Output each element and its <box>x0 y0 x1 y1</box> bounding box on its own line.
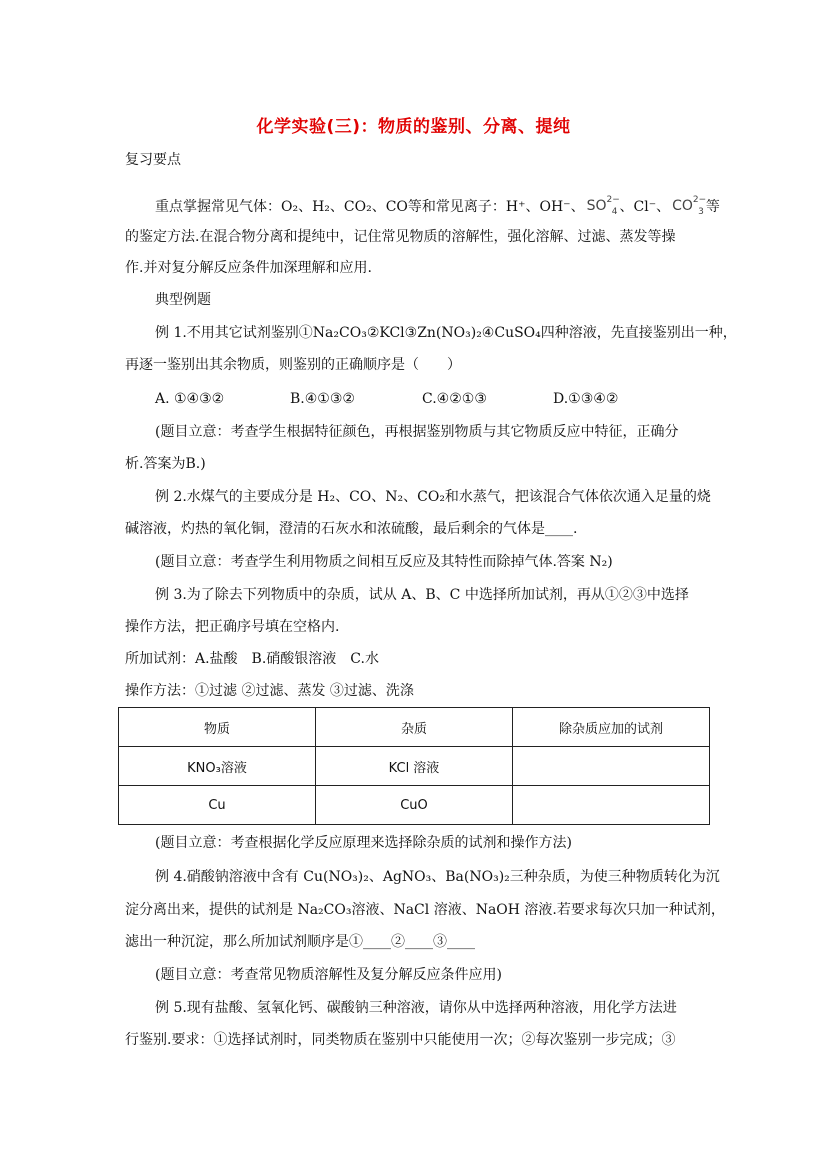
table-cell-blank[interactable] <box>513 786 710 825</box>
page-title: 化学实验(三)：物质的鉴别、分离、提纯 <box>256 117 571 137</box>
table-cell: KCl 溶液 <box>316 747 513 786</box>
carbonate-ion-formula: $CO^{2-}_3$ <box>672 195 707 217</box>
example-2-note: (题目立意：考查学生利用物质之间相互反应及其特性而除掉气体.答案 N₂) <box>155 554 613 570</box>
table-cell: CuO <box>316 786 513 825</box>
example-3-note: (题目立意：考查根据化学反应原理来选择除杂质的试剂和操作方法) <box>155 835 572 851</box>
section-heading-review: 复习要点 <box>125 152 181 168</box>
review-line-1 <box>155 197 720 217</box>
example-4-line-2: 淀分离出来，提供的试剂是 Na₂CO₃溶液、NaCl 溶液、NaOH 溶液.若要求每次只加一种试剂， <box>125 902 725 918</box>
example-4-line-1: 例 4.硝酸钠溶液中含有 Cu(NO₃)₂、AgNO₃、Ba(NO₃)₂三种杂质，为使三种物质转化为沉 <box>155 869 720 885</box>
review-text-c: 等 <box>705 199 720 215</box>
table-row <box>119 747 710 786</box>
table-row <box>119 786 710 825</box>
example-5-line-1: 例 5.现有盐酸、氢氧化钙、碳酸钠三种溶液，请你从中选择两种溶液，用化学方法进 <box>155 1000 677 1016</box>
example-2-line-2: 碱溶液，灼热的氧化铜，澄清的石灰水和浓硫酸，最后剩余的气体是____. <box>125 521 578 537</box>
example-4-note: (题目立意：考查常见物质溶解性及复分解反应条件应用) <box>155 967 502 983</box>
example-1-line-1: 例 1.不用其它试剂鉴别①Na₂CO₃②KCl③Zn(NO₃)₂④CuSO₄四种溶液，先直接鉴别出一种， <box>155 325 737 341</box>
sulfate-ion-formula: $SO^{2-}_4$ <box>586 195 620 217</box>
review-text-a: 重点掌握常见气体：O₂、H₂、CO₂、CO等和常见离子：H⁺、OH⁻、 <box>155 199 585 215</box>
table-header: 物质 <box>119 708 316 747</box>
example-1-option-b: B.④①③② <box>290 391 355 407</box>
review-text-b: 、Cl⁻、 <box>619 199 671 215</box>
review-line-3: 作.并对复分解反应条件加深理解和应用. <box>125 260 372 276</box>
example-1-option-a: A. ①④③② <box>155 391 225 407</box>
example-5-line-2: 行鉴别.要求：①选择试剂时，同类物质在鉴别中只能使用一次；②每次鉴别一步完成；③ <box>125 1032 676 1048</box>
table-cell: Cu <box>119 786 316 825</box>
impurity-table <box>118 707 710 825</box>
example-1-line-2: 再逐一鉴别出其余物质，则鉴别的正确顺序是（ ） <box>125 357 461 373</box>
example-1-note-2: 析.答案为B.) <box>125 456 206 472</box>
example-3-line-2: 操作方法，把正确序号填在空格内. <box>125 619 340 635</box>
table-header: 杂质 <box>316 708 513 747</box>
example-4-line-3: 滤出一种沉淀，那么所加试剂顺序是①____②____③____ <box>125 934 475 950</box>
table-cell-blank[interactable] <box>513 747 710 786</box>
section-heading-examples: 典型例题 <box>155 292 211 308</box>
example-1-note-1: (题目立意：考查学生根据特征颜色，再根据鉴别物质与其它物质反应中特征，正确分 <box>155 424 679 440</box>
example-2-line-1: 例 2.水煤气的主要成分是 H₂、CO、N₂、CO₂和水蒸气，把该混合气体依次通入足量的烧 <box>155 489 711 505</box>
example-1-option-c: C.④②①③ <box>422 391 487 407</box>
table-cell: KNO₃溶液 <box>119 747 316 786</box>
review-line-2: 的鉴定方法.在混合物分离和提纯中，记住常见物质的溶解性，强化溶解、过滤、蒸发等操 <box>125 229 676 245</box>
example-3-reagents: 所加试剂：A.盐酸 B.硝酸银溶液 C.水 <box>125 651 379 667</box>
example-3-line-1: 例 3.为了除去下列物质中的杂质，试从 A、B、C 中选择所加试剂，再从①②③中选择 <box>155 587 689 603</box>
table-header-row <box>119 708 710 747</box>
table-header: 除杂质应加的试剂 <box>513 708 710 747</box>
example-1-option-d: D.①③④② <box>553 391 619 407</box>
example-3-methods: 操作方法：①过滤 ②过滤、蒸发 ③过滤、洗涤 <box>125 683 414 699</box>
